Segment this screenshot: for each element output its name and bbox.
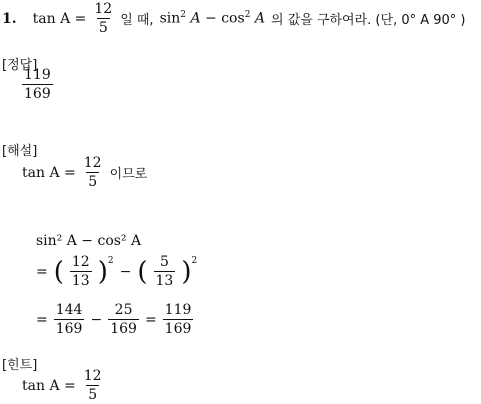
solution-r1-den: 169 [55,321,83,337]
solution-given-den: 5 [88,174,98,190]
solution-f2-den: 13 [155,273,174,289]
solution-r2-den: 169 [110,321,137,337]
answer-header: [정답] [2,58,38,73]
answer-den: 169 [24,86,51,102]
expr-a-2: A [254,10,265,27]
solution-r1 [54,303,85,336]
solution-r3-den: 169 [164,321,192,337]
solution-tan: tan A = [22,164,76,181]
solution-f1-num: 12 [71,254,90,270]
question-number: 1. [2,10,17,27]
solution-r1-num: 144 [55,302,83,318]
expr-minus: − [205,10,217,27]
solution-eq-3: = [144,311,157,328]
solution-line2 [36,255,197,288]
answer-num: 119 [24,67,51,83]
question-given-num: 12 [94,1,113,17]
hint-tan: tan A = [22,377,76,394]
solution-header: [해설] [2,144,38,159]
hint-header: [힌트] [2,358,38,373]
question-line [2,2,466,35]
solution-line1: sin² A − cos² A [36,233,142,249]
solution-f1-den: 13 [71,273,90,289]
question-when-text: 일 때, [120,13,154,28]
solution-sq-2: 2 [191,255,198,266]
expr-sup: 2 [180,10,186,21]
hint-fraction [82,369,104,402]
question-given-den: 5 [98,20,108,36]
solution-r2-num: 25 [114,302,133,318]
solution-given-num: 12 [83,155,102,171]
solution-f2-num: 5 [159,254,169,270]
solution-given-fraction [82,156,104,189]
solution-r3 [163,303,194,336]
expr-sup-2: 2 [244,10,251,21]
hint-line [22,369,104,402]
paren-close-2: ) [181,256,192,287]
question-value-text: 의 값을 구하여라. (단, 0° A 90° ) [271,13,466,28]
question-tan: tan A = [32,10,87,27]
expr-a: A [190,10,201,27]
question-expression [160,10,265,27]
solution-given [22,156,147,189]
solution-r3-num: 119 [164,302,192,318]
solution-minus: − [119,263,132,280]
solution-line3 [36,303,193,336]
question-given-fraction [92,2,114,35]
solution-sq-1: 2 [107,255,114,266]
paren-open-2: ( [137,256,148,287]
solution-f1 [70,255,92,288]
answer-fraction [22,68,53,101]
solution-eq-1: = [36,263,48,280]
solution-minus-2: − [90,311,103,328]
paren-close-1: ) [97,256,108,287]
solution-since-text: 이므로 [109,167,148,182]
solution-eq-2: = [36,311,48,328]
paren-open-1: ( [53,256,64,287]
solution-f2 [154,255,176,288]
solution-r2 [108,303,139,336]
answer-fraction-wrap [22,68,53,101]
hint-den: 5 [88,387,98,403]
expr-sin: sin [159,10,181,27]
expr-cos: cos [221,10,245,27]
hint-num: 12 [83,368,102,384]
